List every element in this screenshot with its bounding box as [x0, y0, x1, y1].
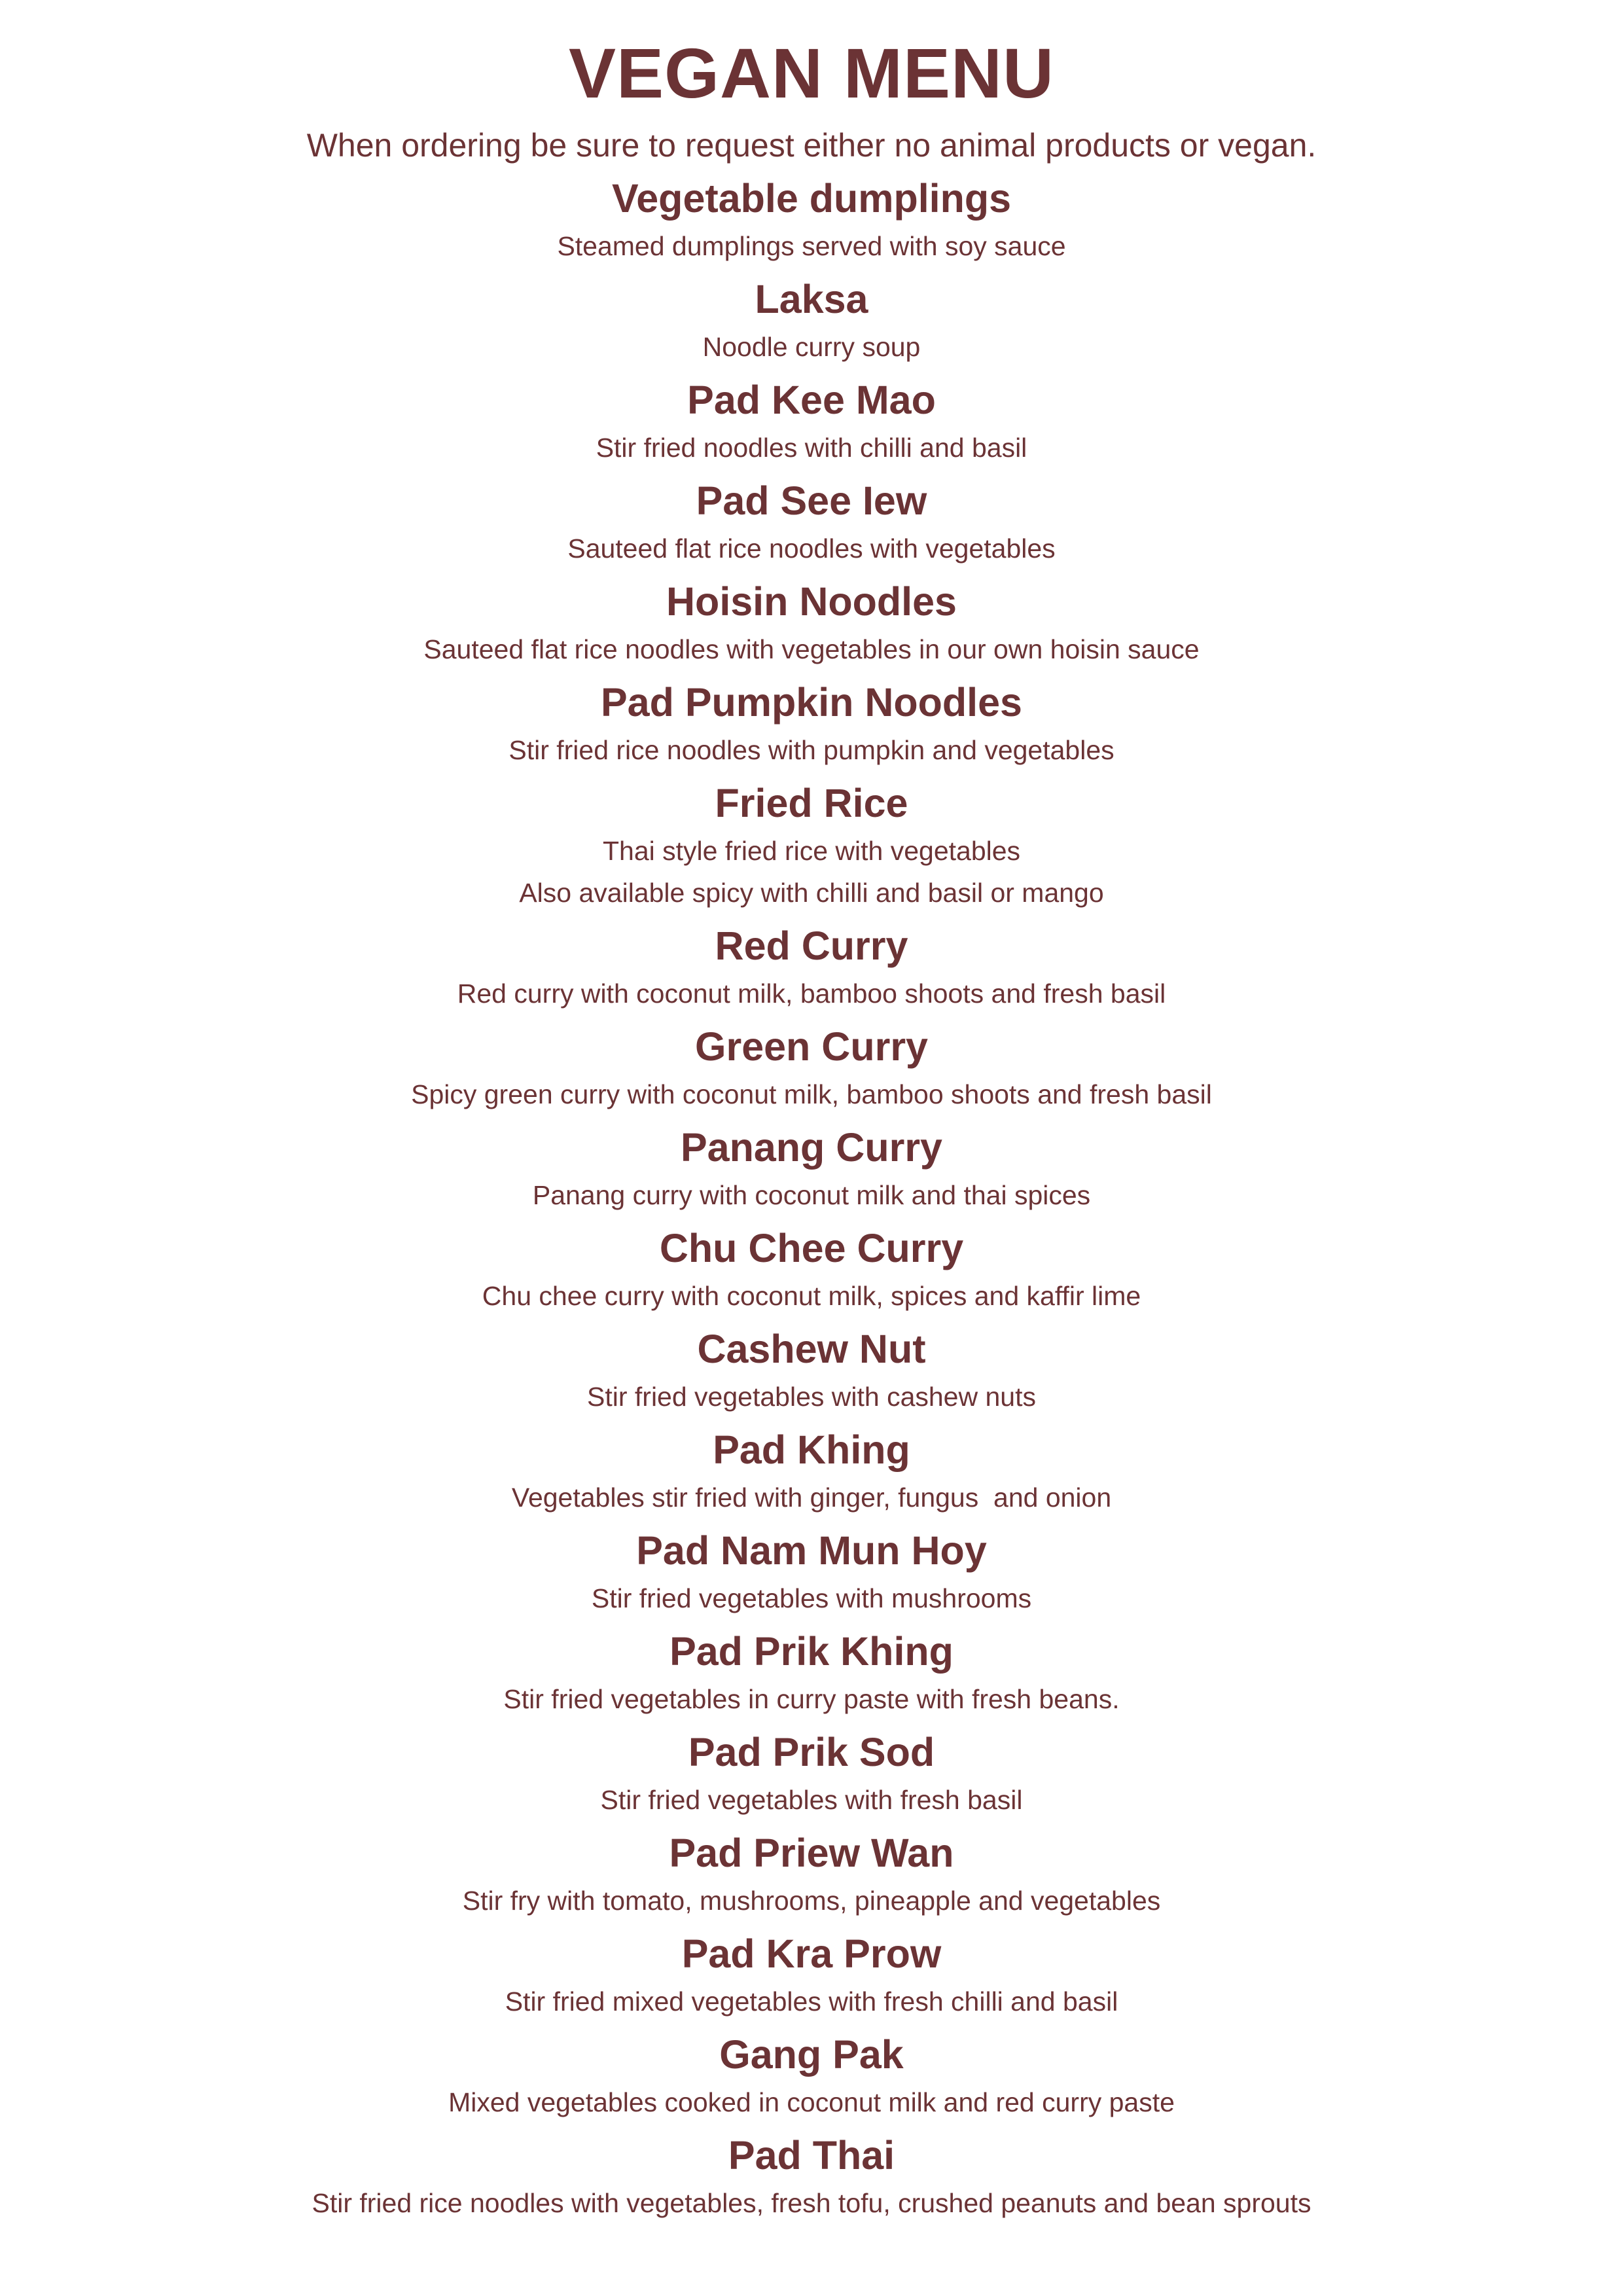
menu-item-name: Pad Nam Mun Hoy: [636, 1528, 987, 1573]
menu-item-name: Pad Thai: [728, 2133, 895, 2178]
menu-item: [0, 1927, 1623, 2028]
menu-item: [0, 1725, 1623, 1826]
menu-item-description: Thai style fried rice with vegetables: [602, 836, 1021, 866]
menu-item-name: Red Curry: [715, 924, 908, 968]
menu-item: [0, 1624, 1623, 1725]
menu-item-name: Chu Chee Curry: [659, 1226, 964, 1270]
menu-item: [0, 1322, 1623, 1423]
item-spacer: [0, 771, 1623, 776]
menu-item-name: Green Curry: [695, 1024, 928, 1069]
item-spacer: [0, 914, 1623, 919]
menu-item-description: Panang curry with coconut milk and thai spices: [532, 1180, 1091, 1210]
item-spacer: [0, 1014, 1623, 1020]
menu-item-description: Also available spicy with chilli and basil or mango: [519, 878, 1104, 908]
menu-item-name: Fried Rice: [715, 781, 908, 825]
menu-items-list: [0, 171, 1623, 2229]
menu-item-description: Stir fried rice noodles with vegetables, fresh tofu, crushed peanuts and bean sprouts: [312, 2188, 1311, 2218]
menu-item-name: Pad See Iew: [696, 478, 927, 523]
menu-item-name: Hoisin Noodles: [666, 579, 957, 624]
menu-item: [0, 919, 1623, 1020]
menu-item: [0, 1524, 1623, 1624]
menu-title: VEGAN MENU: [568, 33, 1055, 113]
menu-item-description: Noodle curry soup: [702, 332, 921, 362]
menu-item: [0, 1826, 1623, 1927]
item-spacer: [0, 2022, 1623, 2028]
item-spacer: [0, 2123, 1623, 2128]
menu-item: [0, 272, 1623, 373]
item-spacer: [0, 1216, 1623, 1221]
item-spacer: [0, 670, 1623, 675]
menu-item-name: Cashew Nut: [697, 1327, 926, 1371]
menu-item: [0, 2028, 1623, 2128]
menu-item-name: Pad Priew Wan: [669, 1831, 954, 1875]
menu-item: [0, 474, 1623, 575]
menu-item-description: Sauteed flat rice noodles with vegetables: [567, 533, 1056, 564]
menu-item: [0, 1423, 1623, 1524]
menu-item-description: Stir fried vegetables with cashew nuts: [587, 1382, 1036, 1412]
menu-item-description: Vegetables stir fried with ginger, fungus and onion: [511, 1482, 1112, 1513]
item-spacer: [0, 1720, 1623, 1725]
menu-item: [0, 575, 1623, 675]
menu-item-description: Steamed dumplings served with soy sauce: [557, 231, 1066, 261]
menu-item-name: Pad Khing: [713, 1427, 910, 1472]
menu-item: [0, 1121, 1623, 1221]
menu-item: [0, 171, 1623, 272]
menu-item-description: Stir fry with tomato, mushrooms, pineapple and vegetables: [462, 1886, 1161, 1916]
item-spacer: [0, 1115, 1623, 1121]
menu-item-description: Stir fried vegetables in curry paste with fresh beans.: [503, 1684, 1120, 1714]
item-spacer: [0, 1317, 1623, 1322]
menu-item-name: Pad Prik Sod: [688, 1730, 935, 1774]
menu-item: [0, 2128, 1623, 2229]
menu-subtitle: When ordering be sure to request either no animal products or vegan.: [306, 127, 1317, 164]
menu-item-description: Stir fried mixed vegetables with fresh chilli and basil: [505, 1986, 1118, 2017]
menu-item-description: Stir fried vegetables with mushrooms: [591, 1583, 1032, 1613]
menu-item-description: Stir fried noodles with chilli and basil: [596, 433, 1027, 463]
menu-item: [0, 1020, 1623, 1121]
item-spacer: [0, 469, 1623, 474]
menu-item-description: Sauteed flat rice noodles with vegetables in our own hoisin sauce: [423, 634, 1200, 664]
menu-item-name: Laksa: [755, 277, 868, 321]
menu-item-name: Pad Kra Prow: [681, 1931, 942, 1976]
menu-item-description: Spicy green curry with coconut milk, bamboo shoots and fresh basil: [411, 1079, 1212, 1109]
menu-item-name: Pad Prik Khing: [669, 1629, 954, 1674]
menu-item-name: Vegetable dumplings: [611, 176, 1012, 221]
item-spacer: [0, 267, 1623, 272]
menu-item: [0, 373, 1623, 474]
menu-item-name: Pad Pumpkin Noodles: [601, 680, 1022, 725]
item-spacer: [0, 368, 1623, 373]
item-spacer: [0, 1518, 1623, 1524]
item-spacer: [0, 1821, 1623, 1826]
menu-item: [0, 1221, 1623, 1322]
item-spacer: [0, 1619, 1623, 1624]
menu-item-description: Stir fried vegetables with fresh basil: [600, 1785, 1023, 1815]
item-spacer: [0, 2224, 1623, 2229]
item-spacer: [0, 1418, 1623, 1423]
menu-item-description: Mixed vegetables cooked in coconut milk and red curry paste: [448, 2087, 1175, 2117]
menu-item: [0, 675, 1623, 776]
item-spacer: [0, 1922, 1623, 1927]
menu-item-description: Red curry with coconut milk, bamboo shoots and fresh basil: [457, 978, 1166, 1009]
menu-item-name: Panang Curry: [681, 1125, 942, 1170]
menu-item-description: Chu chee curry with coconut milk, spices and kaffir lime: [482, 1281, 1141, 1311]
menu-item-name: Pad Kee Mao: [687, 378, 936, 422]
menu-item-description: Stir fried rice noodles with pumpkin and vegetables: [508, 735, 1115, 765]
item-spacer: [0, 569, 1623, 575]
menu-item: [0, 776, 1623, 919]
menu-item-name: Gang Pak: [719, 2032, 904, 2077]
